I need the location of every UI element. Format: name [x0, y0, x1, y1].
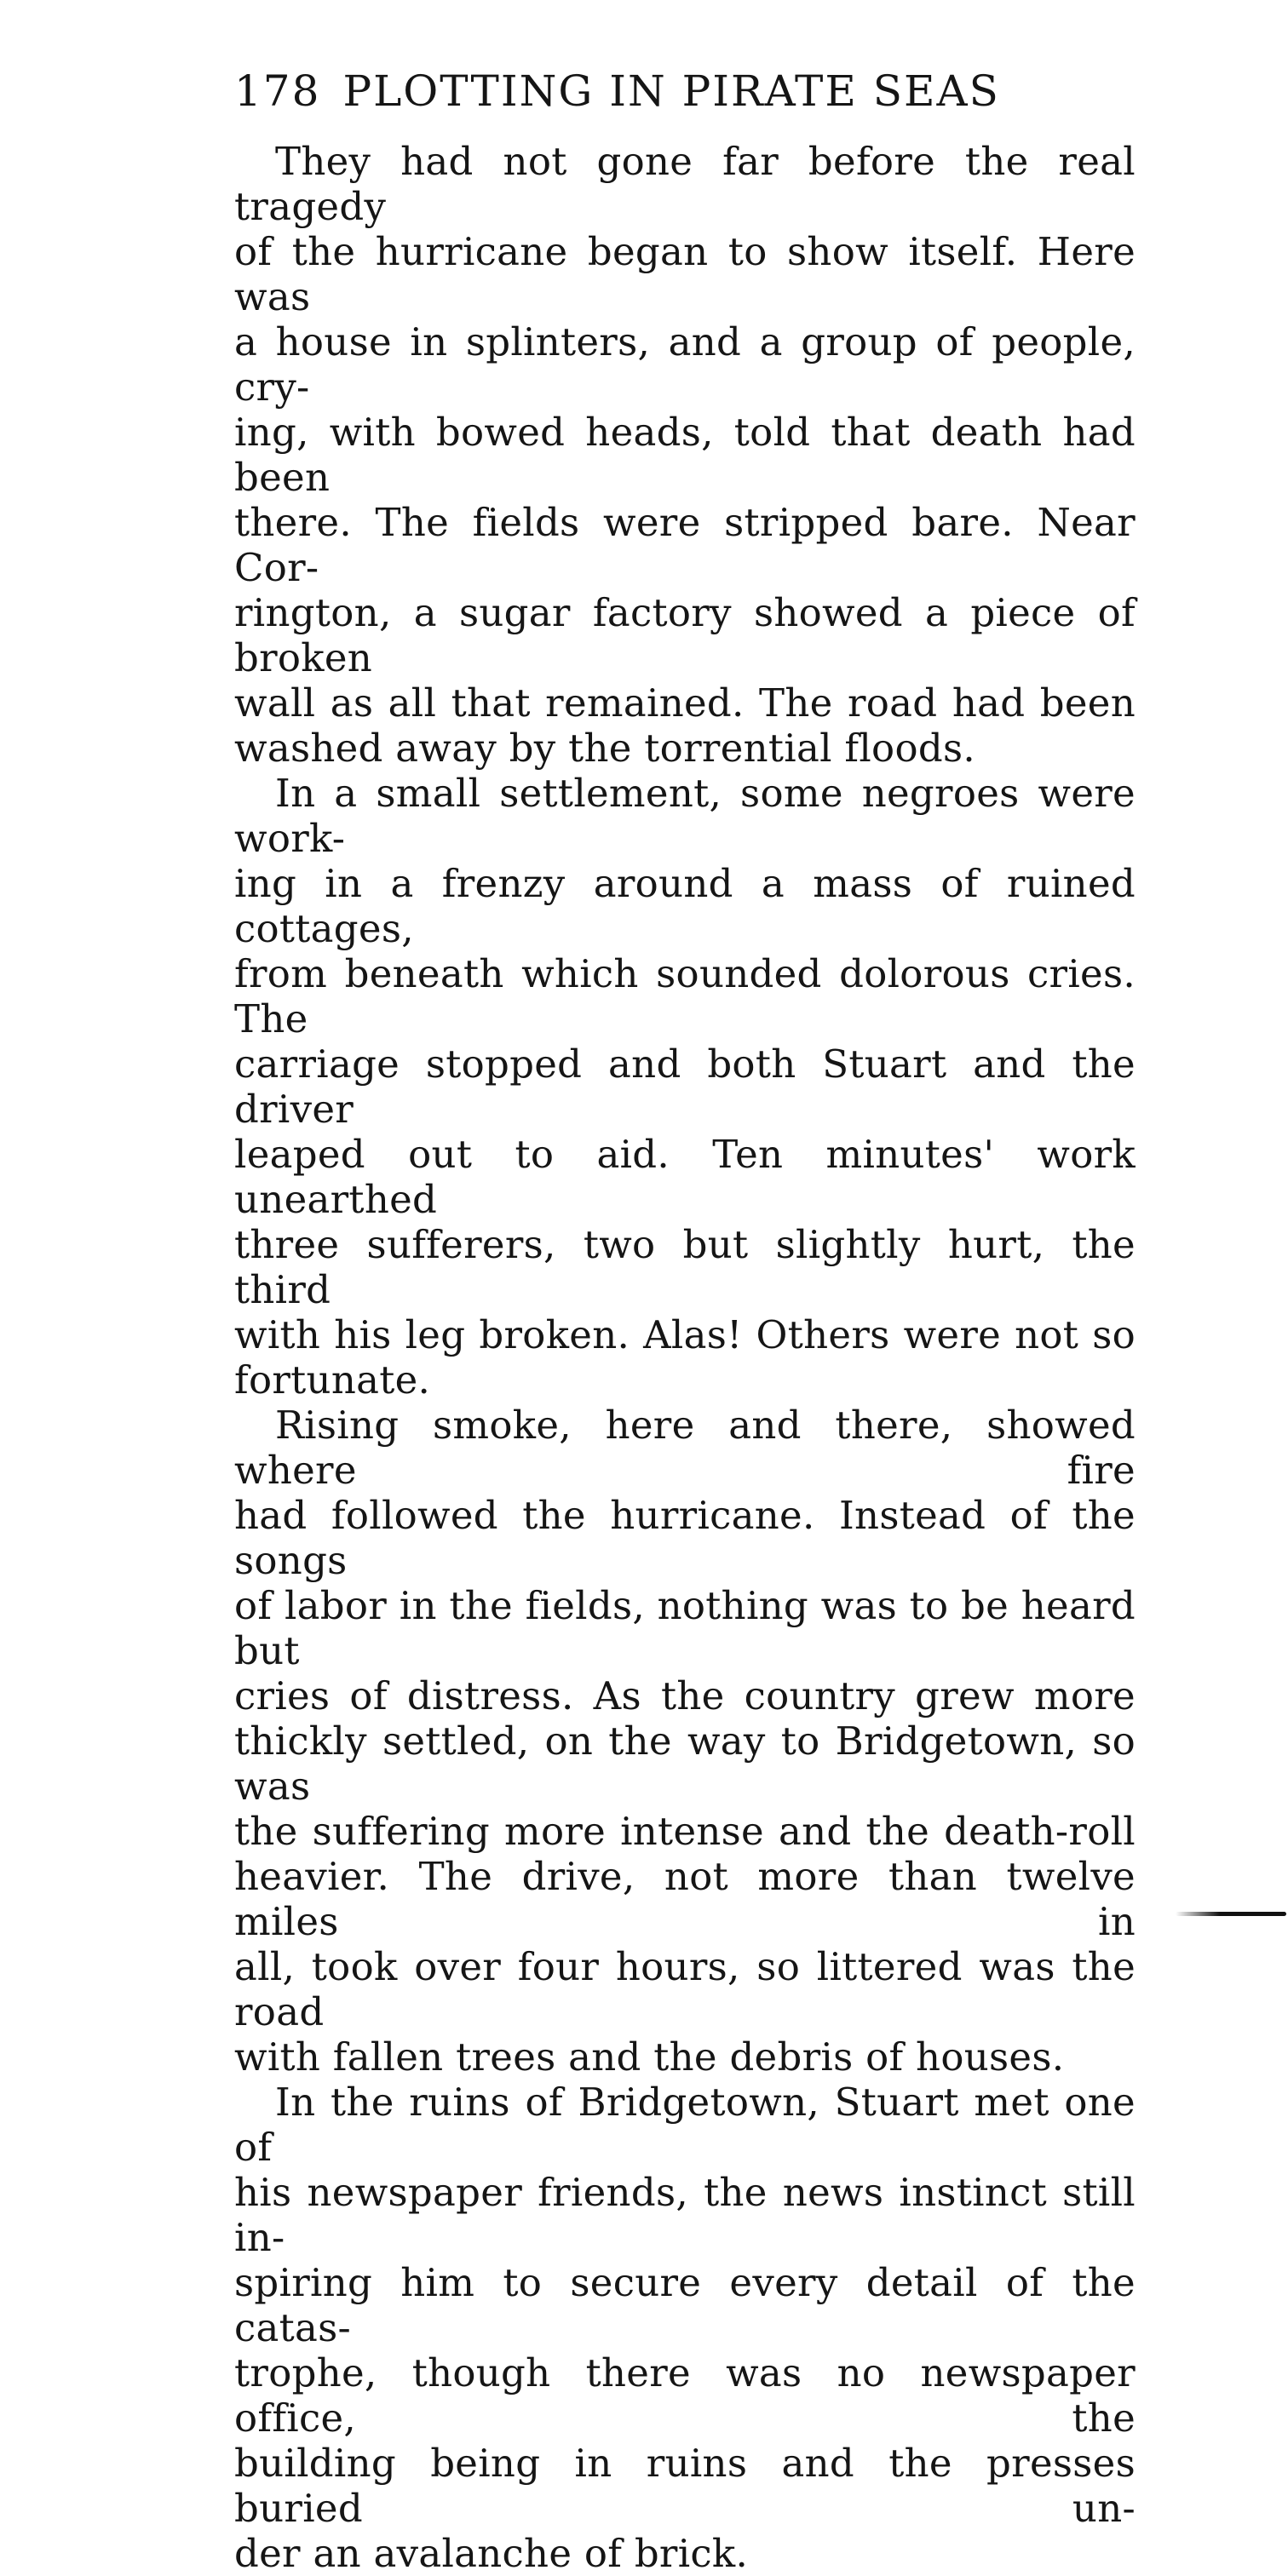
scan-edge-mark	[1176, 1912, 1286, 1916]
running-header	[234, 66, 1086, 135]
text-line: leaped out to aid. Ten minutes' work unearthed	[234, 1132, 1136, 1222]
paragraph-3	[234, 1403, 1136, 2080]
body-text	[234, 139, 1136, 2576]
text-line: there. The fields were stripped bare. Near Cor-	[234, 500, 1136, 590]
text-line: In the ruins of Bridgetown, Stuart met one of	[234, 2080, 1136, 2170]
text-line: his newspaper friends, the news instinct still in-	[234, 2170, 1136, 2260]
text-line: of labor in the fields, nothing was to be heard but	[234, 1583, 1136, 1673]
text-line: three sufferers, two but slightly hurt, the third	[234, 1222, 1136, 1312]
text-line: ing, with bowed heads, told that death had been	[234, 410, 1136, 500]
text-line: with fallen trees and the debris of houses.	[234, 2034, 1065, 2080]
text-line: with his leg broken. Alas! Others were not so	[234, 1312, 1136, 1357]
text-line: spiring him to secure every detail of the catas-	[234, 2260, 1136, 2350]
text-line: In a small settlement, some negroes were work-	[234, 771, 1136, 861]
text-line: wall as all that remained. The road had been	[234, 680, 1136, 726]
text-line: rington, a sugar factory showed a piece of broken	[234, 590, 1136, 680]
text-line: all, took over four hours, so littered was the road	[234, 1944, 1136, 2034]
text-line: ing in a frenzy around a mass of ruined cottages,	[234, 861, 1136, 951]
text-line: of the hurricane began to show itself. Here was	[234, 229, 1136, 319]
text-line: a house in splinters, and a group of people, cry-	[234, 319, 1136, 410]
text-line: Rising smoke, here and there, showed where fire	[234, 1403, 1136, 1493]
text-line: from beneath which sounded dolorous cries. The	[234, 951, 1136, 1041]
text-line: They had not gone far before the real tragedy	[234, 139, 1136, 229]
paragraph-2	[234, 771, 1136, 1403]
paragraph-1	[234, 139, 1136, 771]
text-line: fortunate.	[234, 1357, 431, 1403]
page-number: 178	[234, 66, 321, 116]
paragraph-4	[234, 2080, 1136, 2576]
text-line: thickly settled, on the way to Bridgetown, so was	[234, 1718, 1136, 1809]
text-line: the suffering more intense and the death-roll	[234, 1809, 1136, 1854]
text-line: trophe, though there was no newspaper office, the	[234, 2350, 1136, 2441]
text-line: carriage stopped and both Stuart and the driver	[234, 1041, 1136, 1132]
text-line: heavier. The drive, not more than twelve miles in	[234, 1854, 1136, 1944]
text-line: cries of distress. As the country grew more	[234, 1673, 1136, 1718]
text-line: building being in ruins and the presses buried un-	[234, 2441, 1136, 2531]
running-title: PLOTTING IN PIRATE SEAS	[342, 66, 1000, 116]
text-line: had followed the hurricane. Instead of the songs	[234, 1493, 1136, 1583]
text-line: washed away by the torrential floods.	[234, 726, 975, 771]
text-line: der an avalanche of brick.	[234, 2531, 749, 2576]
